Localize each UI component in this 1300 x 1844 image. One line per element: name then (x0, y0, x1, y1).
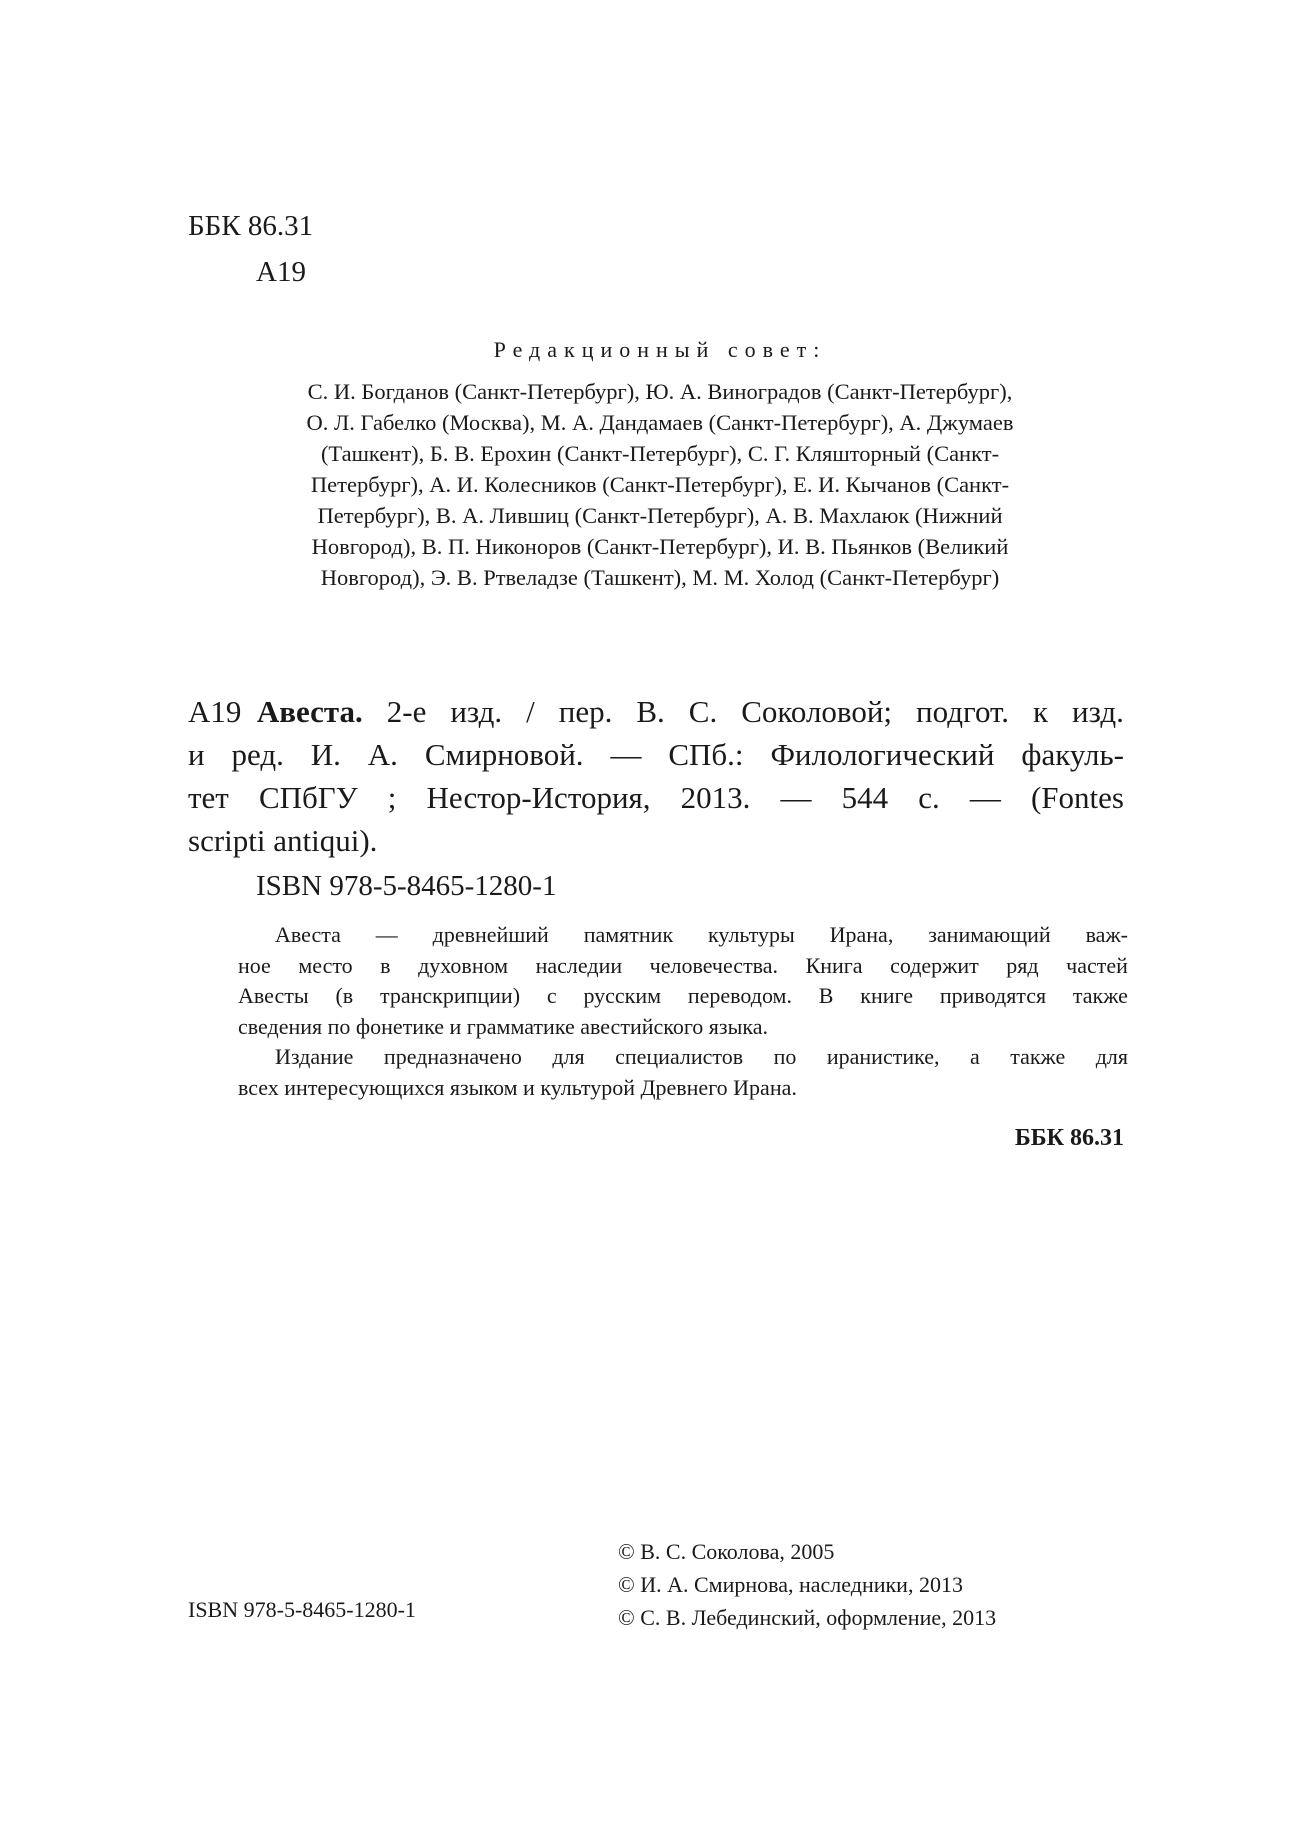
catalog-line (188, 776, 1124, 819)
word: занимающий (928, 922, 1051, 947)
word: А. (367, 737, 398, 772)
copyright-line: © И. А. Смирнова, наследники, 2013 (618, 1572, 963, 1597)
word: — (610, 737, 642, 772)
book-title: Авеста. (256, 694, 363, 729)
word: частей (1066, 952, 1128, 978)
word: ряд (1006, 952, 1039, 978)
word: памятник (583, 922, 674, 947)
word: ред. (231, 737, 284, 772)
word: (Fontes (1030, 780, 1124, 815)
word: подгот. (916, 694, 1010, 729)
word: в (380, 952, 391, 978)
author-mark: А19 (256, 256, 306, 288)
annotation-line (238, 920, 1128, 951)
word: изд. (1072, 694, 1124, 729)
word: ное (238, 952, 271, 978)
word: 2013. (680, 780, 751, 815)
word: Нестор-История, (426, 780, 651, 815)
word: важ- (1085, 922, 1128, 947)
editorial-board-members (238, 376, 1082, 593)
word: с (546, 983, 557, 1008)
word: факуль- (1021, 737, 1124, 772)
word: изд. (450, 694, 503, 729)
board-line: Петербург), В. А. Лившиц (Санкт-Петербург), А. В. Махлаюк (Нижний (317, 503, 1003, 528)
board-line: (Ташкент), Б. В. Ерохин (Санкт-Петербург), С. Г. Кляшторный (Санкт- (320, 441, 1000, 466)
word: по (773, 1044, 797, 1069)
word: иранистике, (826, 1044, 940, 1069)
word: переводом. (687, 983, 792, 1008)
word: также (1010, 1044, 1066, 1069)
isbn-footer: ISBN 978-5-8465-1280-1 (188, 1597, 416, 1622)
word: В (818, 983, 834, 1008)
word: к (1033, 694, 1049, 729)
word: также (1072, 983, 1128, 1008)
word: ; (387, 780, 397, 815)
word: Филологический (770, 737, 995, 772)
word: — (969, 780, 1001, 815)
catalog-line-4: scripti antiqui). (188, 823, 378, 858)
word: тет (188, 780, 229, 815)
word: и (188, 737, 205, 772)
copyright-notices (618, 1535, 996, 1634)
isbn: ISBN 978-5-8465-1280-1 (256, 870, 557, 902)
annotation-line: сведения по фонетике и грамматике авестийского языка. (238, 1013, 769, 1039)
word: русским (583, 983, 662, 1008)
word: духовном (418, 952, 509, 978)
word: Авеста (275, 922, 341, 947)
word: СПб.: (668, 737, 744, 772)
word: Соколовой; (741, 694, 893, 729)
catalog-line (188, 733, 1124, 776)
catalog-entry (188, 690, 1124, 862)
catalog-mark: А19 (188, 694, 242, 729)
annotation-line (238, 1042, 1128, 1073)
word: — (780, 780, 812, 815)
word: предназначено (383, 1044, 522, 1069)
word: С. (688, 694, 718, 729)
word: Ирана, (829, 922, 894, 947)
word: приводятся (939, 983, 1047, 1008)
board-line: Петербург), А. И. Колесников (Санкт-Петербург), Е. И. Кычанов (Санкт- (310, 472, 1010, 497)
copyright-line: © С. В. Лебединский, оформление, 2013 (618, 1605, 997, 1630)
word: (в (335, 983, 354, 1008)
bbk-index: ББК 86.31 (188, 210, 314, 242)
board-line: Новгород), В. П. Никоноров (Санкт-Петербург), И. В. Пьянков (Великий (311, 534, 1009, 559)
board-line: О. Л. Габелко (Москва), М. А. Дандамаев (Санкт-Петербург), А. Джумаев (306, 410, 1014, 435)
annotation-line (238, 981, 1128, 1012)
bbk-index-bottom: ББК 86.31 (1014, 1125, 1124, 1151)
annotation-line: всех интересующихся языком и культурой Древнего Ирана. (238, 1074, 797, 1100)
word: а (969, 1044, 980, 1069)
word: наследии (535, 952, 623, 978)
catalog-line (188, 690, 1124, 733)
word: Книга (805, 952, 863, 978)
word: / (526, 694, 535, 729)
word: культуры (708, 922, 795, 947)
word: транскрипции) (379, 983, 521, 1008)
board-line: С. И. Богданов (Санкт-Петербург), Ю. А. Виноградов (Санкт-Петербург), (307, 379, 1013, 404)
annotation (238, 920, 1128, 1103)
word: — (375, 922, 398, 947)
word: Издание (275, 1044, 354, 1069)
word: содержит (890, 952, 979, 978)
word: пер. (558, 694, 613, 729)
word: 544 (841, 780, 889, 815)
word: 2-е (386, 694, 427, 729)
word: В. (636, 694, 665, 729)
word: древнейший (432, 922, 549, 947)
editorial-board-title: Редакционный совет: (493, 337, 827, 362)
word: СПбГУ (258, 780, 358, 815)
annotation-line (238, 951, 1128, 982)
word: Смирновой. (424, 737, 584, 772)
copyright-line: © В. С. Соколова, 2005 (618, 1539, 835, 1564)
word: специалистов (615, 1044, 744, 1069)
word: с. (918, 780, 940, 815)
word: книге (860, 983, 914, 1008)
word: для (552, 1044, 585, 1069)
word: для (1095, 1044, 1128, 1069)
word: И. (310, 737, 341, 772)
catalog-line (188, 819, 1124, 862)
word: Авесты (238, 983, 309, 1008)
board-line: Новгород), Э. В. Ртвеладзе (Ташкент), М. М. Холод (Санкт-Петербург) (320, 565, 1000, 590)
word: человечества. (649, 952, 779, 978)
word: место (298, 952, 353, 978)
